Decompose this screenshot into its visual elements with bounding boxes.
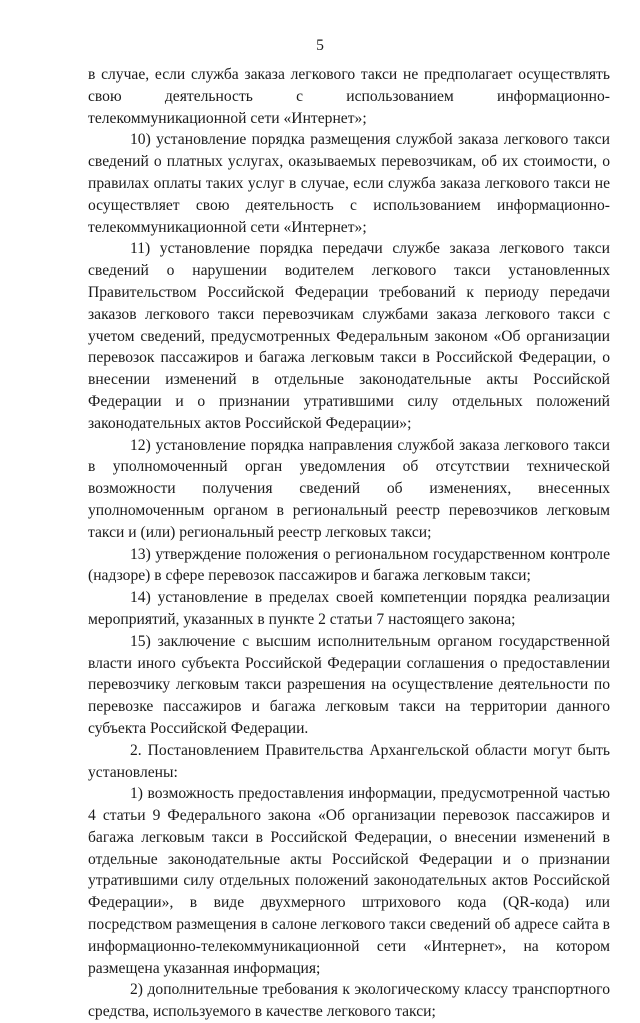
paragraph-section-2: 2. Постановлением Правительства Архангельской области могут быть установлены:	[88, 741, 610, 781]
paragraph-section-2-item-1: 1) возможность предоставления информации, предусмотренной частью 4 статьи 9 Федерального закона «Об организации перевозок пассажиров и багажа легковым такси в Российской Федерации, о внесении изменений в отдельные законодательные акты Российской Федерации и о признании утратившими силу отдельных положений законодательных актов Российской Федерации», в виде двухмерного штрихового кода (QR-кода) или посредством размещения в салоне легкового такси сведений об адресе сайта в информационно-телекоммуникационной сети «Интернет», на котором размещена указанная информация;	[88, 785, 610, 977]
paragraph-item-10: 10) установление порядка размещения службой заказа легкового такси сведений о платных услугах, оказываемых перевозчикам, об их стоимости, о правилах оплаты таких услуг в случае, если служба заказа легкового такси не осуществляет свою деятельность с использованием информационно-телекоммуникационной сети «Интернет»;	[88, 131, 610, 236]
paragraph-item-13: 13) утверждение положения о региональном государственном контроле (надзоре) в сфере перевозок пассажиров и багажа легковым такси;	[88, 545, 610, 585]
paragraph-section-2-item-2: 2) дополнительные требования к экологическому классу транспортного средства, используемого в качестве легкового такси;	[88, 981, 610, 1021]
paragraph-continuation: в случае, если служба заказа легкового такси не предполагает осуществлять свою деятельность с использованием информационно-телекоммуникационной сети «Интернет»;	[88, 66, 610, 127]
paragraph-item-11: 11) установление порядка передачи службе заказа легкового такси сведений о нарушении водителем легкового такси установленных Правительством Российской Федерации требований к периоду передачи заказов легкового такси перевозчикам службами заказа легкового такси с учетом сведений, предусмотренных Федеральным законом «Об организации перевозок пассажиров и багажа легковым такси в Российской Федерации, о внесении изменений в отдельные законодательные акты Российской Федерации и о признании утратившими силу отдельных положений законодательных актов Российской Федерации»;	[88, 240, 610, 432]
paragraph-item-12: 12) установление порядка направления службой заказа легкового такси в уполномоченный орган уведомления об отсутствии технической возможности получения сведений об изменениях, внесенных уполномоченным органом в региональный реестр перевозчиков легковым такси и (или) региональный реестр легковых такси;	[88, 436, 610, 541]
page-number: 5	[316, 37, 324, 54]
document-body	[88, 64, 610, 1023]
paragraph-item-14: 14) установление в пределах своей компетенции порядка реализации мероприятий, указанных в пункте 2 статьи 7 настоящего закона;	[88, 589, 610, 628]
paragraph-item-15: 15) заключение с высшим исполнительным органом государственной власти иного субъекта Российской Федерации соглашения о предоставлении перевозчику легковым такси разрешения на осуществление деятельности по перевозке пассажиров и багажа легковым такси на территории данного субъекта Российской Федерации.	[88, 632, 610, 737]
